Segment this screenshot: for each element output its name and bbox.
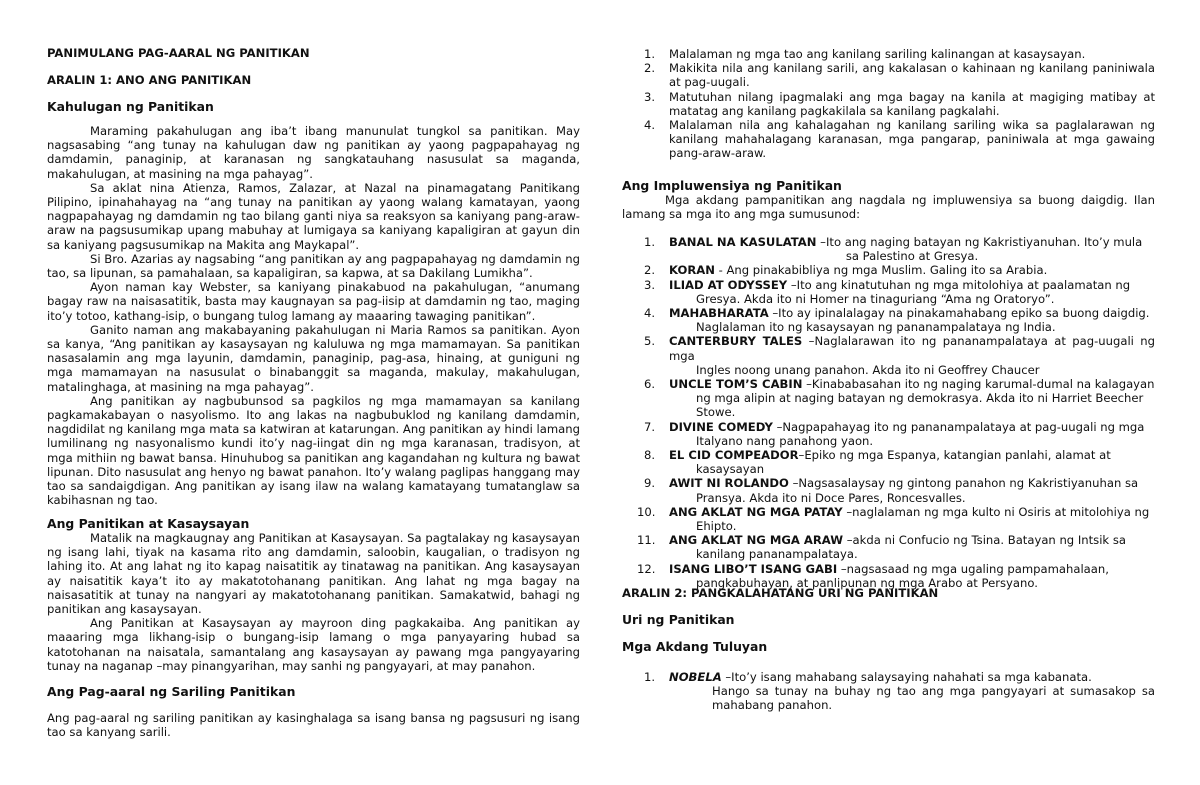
list-item: 8. EL CID COMPEADOR–Epiko ng mga Espanya, katangian panlahi, alamat at kasaysayan [644,448,1111,477]
paragraph: Ang pag-aaral ng sariling panitikan ay kasinghalaga sa isang bansa ng pagsusuri ng isang tao sa kanyang sarili. [47,711,580,740]
list-item: 7. DIVINE COMEDY –Nagpapahayag ito ng pananampalataya at pag-uugali ng mga Italyano nang panahong yaon. [644,419,1145,448]
work-title: ISANG LIBO’T ISANG GABI [669,561,838,576]
list-item: 3. Matutuhan nilang ipagmalaki ang mga bagay na kanila at magiging matibay at matatag ang kanilang pagkakilala sa kanilang pagkalahi. [644,89,1155,118]
paragraph: Mga akdang pampanitikan ang nagdala ng impluwensiya sa buong daigdig. Ilan lamang sa mga ito ang mga sumusunod: [622,193,1155,222]
list-item: 6. UNCLE TOM’S CABIN –Kinababasahan ito ng naging karumal-dumal na kalagayan ng mga alipin at naging batayan ng demokrasya. Akda ito ni Harriet Beecher Stowe. [644,377,1155,420]
work-title: ILIAD AT ODYSSEY [669,277,788,292]
section-heading-impluwensiya: Ang Impluwensiya ng Panitikan [622,178,842,193]
paragraph: Si Bro. Azarias ay nagsabing “ang panitikan ay ang pagpapahayag ng damdamin ng tao, sa lipunan, sa pamahalaan, sa kapaligiran, sa kapwa, at sa Dakilang Lumikha”. [47,251,580,281]
work-title: DIVINE COMEDY [669,419,773,434]
list-item: 2. Makikita nila ang kanilang sarili, ang kakalasan o kahinaan ng kanilang paniniwala at pag-uugali. [644,61,1155,90]
list-item: 12. ISANG LIBO’T ISANG GABI –nagsasaad ng mga ugaling pampamahalaan, pangkabuhayan, at panlipunan ng mga Arabo at Persyano. [637,561,1109,590]
list-item: 1. NOBELA –Ito’y isang mahabang salaysaying nahahati sa mga kabanata. Hango sa tunay na buhay ng tao ang mga pangyayari at sumasakop sa mahabang panahon. [644,670,1155,713]
paragraph: Ang panitikan ay nagbubunsod sa pagkilos ng mga mamamayan sa kanilang pagkamakabayan o nasyolismo. Ito ang lakas na nagbubuklod ng kanilang damdamin, nagdidilat ng kanilang mga mata sa katwiran at katarungan. Ang panitikan ay hindi lamang lumilinang ng nasyonalismo kundi ito’y nag-iingat din ng mga karanasan, tradisyon, at mga mithiin ng bawat bansa. Hinuhubog sa panitikan ang kagandahan ng kultura ng bawat lipunan. Dito nasusulat ang henyo ng bawat panahon. Ito’y walang paglipas hanggang may tao sa sandaigdigan. Ang panitikan ay isang ilaw na walang kamatayang tumatanglaw sa kabihasnan ng tao. [47,393,580,508]
list-item: 2. KORAN - Ang pinakabibliya ng mga Muslim. Galing ito sa Arabia. [644,263,1048,278]
section-sariling-panitikan-body [47,711,580,739]
list-item: 11. ANG AKLAT NG MGA ARAW –akda ni Confucio ng Tsina. Batayan ng Intsik sa kanilang pananampalataya. [637,533,1126,562]
document-title: PANIMULANG PAG-AARAL NG PANITIKAN [47,46,310,60]
work-title: AWIT NI ROLANDO [669,476,789,491]
list-item: 1. BANAL NA KASULATAN –Ito ang naging batayan ng Kakristiyanuhan. Ito’y mula sa Palestino at Gresya. [644,235,1143,264]
work-title: EL CID COMPEADOR [669,448,799,463]
section-impluwensiya-body [622,193,1155,221]
section-heading-sariling-panitikan: Ang Pag-aaral ng Sariling Panitikan [47,684,296,699]
lesson-1-heading: ARALIN 1: ANO ANG PANITIKAN [47,73,252,87]
prose-type-title: NOBELA [669,670,722,684]
section-heading-akdang-tuluyan: Mga Akdang Tuluyan [622,639,768,654]
list-item: 3. ILIAD AT ODYSSEY –Ito ang kinatutuhan ng mga mitolohiya at paalamatan ng Gresya. Akda ito ni Homer na tinaguriang “Ama ng Oratoryo”. [644,277,1131,306]
prose-types-list [622,670,1155,713]
work-title: MAHABHARATA [669,306,769,321]
work-title: UNCLE TOM’S CABIN [669,377,803,392]
influential-works-list [622,235,1155,590]
lesson-2-heading: ARALIN 2: PANGKALAHATANG URI NG PANITIKAN [622,586,939,600]
paragraph: Ayon naman kay Webster, sa kaniyang pinakabuod na pakahulugan, “anumang bagay raw na naisasatitik, basta may kaugnayan sa pag-iisip at damdamin ng tao, maging ito’y totoo, kathang-isip, o bungang tulog lamang ay maaaring tawaging panitikan”. [47,280,580,323]
section-kahulugan-body [47,124,580,507]
work-title: BANAL NA KASULATAN [669,235,817,249]
list-item: 10. ANG AKLAT NG MGA PATAY –naglalaman ng mga kulto ni Osiris at mitolohiya ng Ehipto. [637,504,1150,534]
paragraph: Ganito naman ang makabayaning pakahulugan ni Maria Ramos sa panitikan. Ayon sa kanya, “Ang panitikan ay kasaysayan ng kaluluwa ng mga mamamayan. Sa panitikan nasasalamin ang mga layunin, damdamin, panaginip, pag-asa, hinaing, at guniguni ng mga mamamayan na nasusulat o binabanggit sa maganda, makulay, makahulugan, matalinghaga, at masining na mga pahayag”. [47,322,580,394]
list-item: 4. Malalaman nila ang kahalagahan ng kanilang sariling wika sa paglalarawan ng kanilang mahahalagang karanasan, mga pangarap, paniniwala at mga gawaing pang-araw-araw. [644,118,1155,161]
paragraph: Ang Panitikan at Kasaysayan ay mayroon ding pagkakaiba. Ang panitikan ay maaaring mga likhang-isip o bungang-isip lamang o mga panyayaring hubad sa katotohanan na naisatala, samantalang ang kasaysayan ay pawang mga pangyayaring tunay na naganap –may pinangyarihan, may sanhi ng pangyayari, at may panahon. [47,616,580,673]
section-heading-uri: Uri ng Panitikan [622,612,735,627]
list-item: 1. Malalaman ng mga tao ang kanilang sariling kalinangan at kasaysayan. [644,47,1086,61]
work-title: ANG AKLAT NG MGA PATAY [669,504,843,519]
paragraph: Maraming pakahulugan ang iba’t ibang manunulat tungkol sa panitikan. May nagsasabing “ang tunay na kahulugan daw ng panitikan ay yaong pagpapahayag ng damdamin, panaginip, at karanasan ng sangkatauhang nasusulat sa maganda, makahulugan, at masining na mga pahayag”. [47,124,580,181]
work-title: CANTERBURY TALES [669,334,803,349]
section-kasaysayan-body [47,531,580,673]
paragraph: Sa aklat nina Atienza, Ramos, Zalazar, at Nazal na pinamagatang Panitikang Pilipino, ipinahahayag na “ang tunay na panitikan ay yaong walang kamatayan, yaong nagpapahayag ng damdamin ng tao bilang ganti niya sa reaksyon sa kaniyang pang-araw-araw na pagsusumikap upang mabuhay at lumigaya sa kaniyang kapaligiran at gayun din sa kaniyang pagsusumikap na Makita ang Maykapal”. [47,180,580,252]
list-item: 4. MAHABHARATA –Ito ay ipinalalagay na pinakamahabang epiko sa buong daigdig. Naglalaman ito ng kasaysayan ng pananampalataya ng India. [644,306,1150,335]
section-heading-kahulugan: Kahulugan ng Panitikan [47,99,214,114]
work-title: KORAN [669,263,715,278]
paragraph: Matalik na magkaugnay ang Panitikan at Kasaysayan. Sa pagtalakay ng kasaysayan ng isang lahi, tiyak na kasama rito ang damdamin, saloobin, kaugalian, o tradisyon ng lahing ito. At ang lahat ng ito kapag naisatitik ay tinatawag na panitikan. Ang kasaysayan ay naisatitik kaya’t ito ay makatotohanang panitikan. Ang lahat ng mga bagay na naisasatitik at tunay na nangyari ay makatotohanang panitikan. Samakatwid, bahagi ng panitikan ang kasaysayan. [47,531,580,617]
benefits-list [622,47,1155,161]
work-title: ANG AKLAT NG MGA ARAW [669,533,844,548]
list-item: 5. CANTERBURY TALES –Naglalarawan ito ng pananampalataya at pag-uugali ng mga Ingles noong unang panahon. Akda ito ni Geoffrey Chaucer [644,334,1155,377]
list-item: 9. AWIT NI ROLANDO –Nagsasalaysay ng gintong panahon ng Kakristiyanuhan sa Pransya. Akda ito ni Doce Pares, Roncesvalles. [644,476,1139,505]
section-heading-kasaysayan: Ang Panitikan at Kasaysayan [47,516,250,531]
